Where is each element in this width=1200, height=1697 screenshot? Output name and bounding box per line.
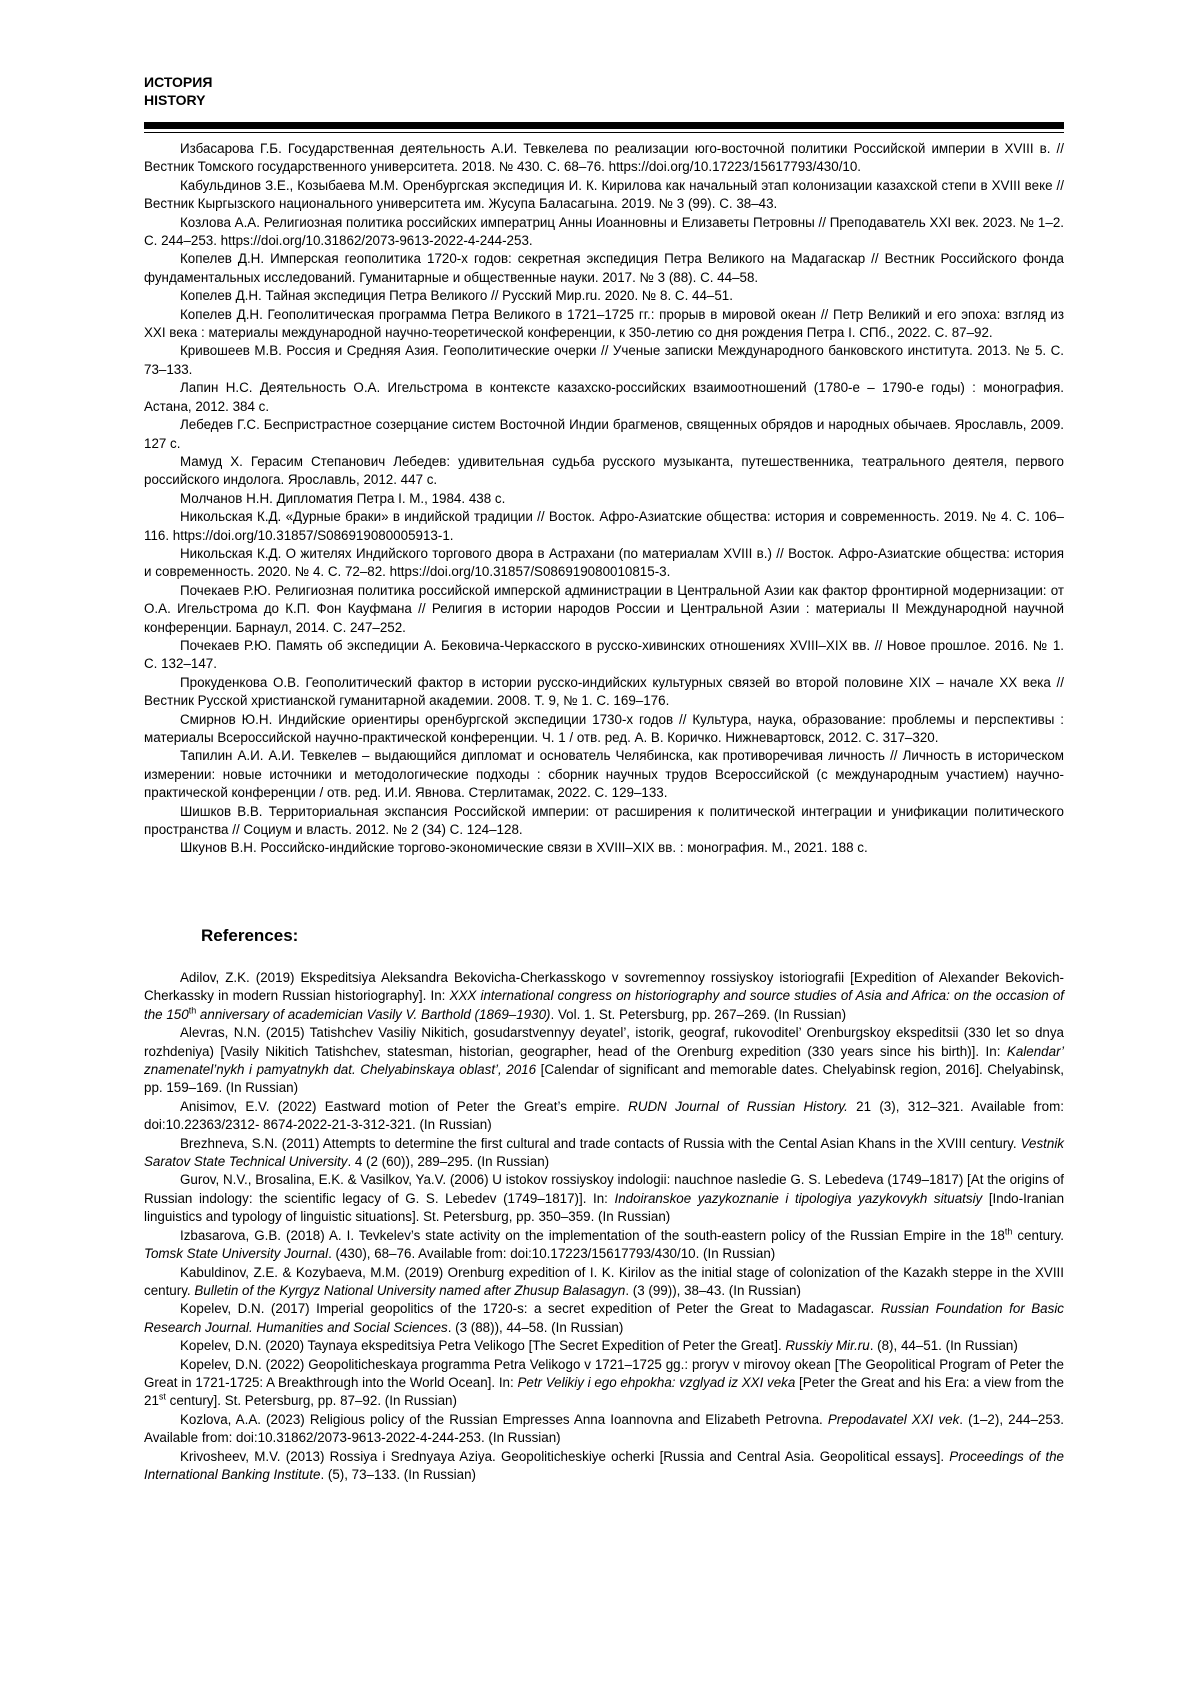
reference-source-title: Bulletin of the Kyrgyz National University named after Zhusup Balasagyn (194, 1282, 626, 1298)
reference-source-title: Russian Foundation for Basic Research Journal. Humanities and Social Sciences (144, 1301, 1064, 1335)
reference-text: Adilov, Z.K. (2019) Ekspeditsiya Aleksandra Bekovicha-Cherkasskogo v sovremennoy rossiyskoy istoriografii [Expedition of Alexander Bekovich-Cherkassky in modern Russian historiography]. In: (144, 970, 1064, 1004)
reference-text: [Indo-Iranian linguistics and typology of linguistic situations]. St. Petersburg, pp. 350–359. (In Russian) (144, 1190, 1065, 1225)
reference-source-title: Vestnik Saratov State Technical University (144, 1135, 1064, 1170)
reference-text: [Peter the Great and his Era: a view from the 21 (144, 1374, 1064, 1409)
reference-text: Kopelev, D.N. (2022) Geopoliticheskaya programma Petra Velikogo v 1721–1725 gg.: proryv v mirovoy okean [The Geopolitical Program of Peter the Great in 1721-1725: A Breakthrough into the World Ocean]. In: (144, 1356, 1064, 1390)
ordinal-suffix: th (1004, 1226, 1013, 1237)
references-heading: References: (201, 926, 299, 945)
reference-text: Brezhneva, S.N. (2011) Attempts to determine the first cultural and trade contacts of Russia with the Cental Asian Khans in the XVIII century. (180, 1135, 1021, 1151)
reference-entry-en (144, 1356, 1064, 1411)
reference-text: . (430), 68–76. Available from: doi:10.17223/15617793/430/10. (In Russian) (328, 1246, 776, 1262)
reference-source-title: Tomsk State University Journal (144, 1246, 329, 1262)
reference-text: Kopelev, D.N. (2020) Taynaya ekspeditsiya Petra Velikogo [The Secret Expedition of Peter the Great]. (180, 1338, 786, 1354)
reference-list-ru (144, 140, 1064, 858)
reference-source-title: XXX international congress on historiography and source studies of Asia and Africa: on the occasion of the 150 (144, 988, 1064, 1022)
reference-entry-ru: Шкунов В.Н. Российско-индийские торгово-экономические связи в XVIII–XIX вв. : монография. М., 2021. 188 с. (180, 840, 868, 856)
reference-text: . Vol. 1. St. Petersburg, pp. 267–269. (In Russian) (550, 1006, 847, 1022)
reference-text: . (3 (99)), 38–43. (In Russian) (625, 1282, 801, 1298)
reference-text: . (5), 73–133. (In Russian) (320, 1466, 476, 1482)
header-rule-thin (144, 132, 1064, 133)
reference-list-en (144, 969, 1064, 1484)
reference-entry-en (144, 1227, 1064, 1264)
reference-text: Krivosheev, M.V. (2013) Rossiya i Srednyaya Aziya. Geopoliticheskiye ocherki [Russia and Central Asia. Geopolitical essays]. (180, 1448, 950, 1464)
reference-entry-en (144, 1264, 1064, 1301)
reference-entry-en (144, 969, 1064, 1024)
reference-entry-ru: Шишков В.В. Территориальная экспансия Российской империи: от расширения к политической интеграции и унификации политического пространства // Социум и власть. 2012. № 2 (34) С. 124–128. (144, 803, 1064, 838)
reference-text: century]. St. Petersburg, pp. 87–92. (In Russian) (165, 1393, 457, 1409)
reference-text: . 4 (2 (60)), 289–295. (In Russian) (347, 1154, 550, 1170)
reference-entry-en (144, 1411, 1064, 1448)
reference-source-title: RUDN Journal of Russian History. (628, 1098, 848, 1114)
reference-text: Anisimov, E.V. (2022) Eastward motion of Peter the Great’s empire. (180, 1098, 629, 1114)
reference-entry-en (144, 1300, 1064, 1337)
reference-source-title: Petr Velikiy i ego ehpokha: vzglyad iz XXI veka (517, 1374, 796, 1390)
reference-entry-ru: Тапилин А.И. А.И. Тевкелев – выдающийся дипломат и основатель Челябинска, как противоречивая личность // Личность в историческом измерении: новые источники и методологические подходы : сборник научных трудов Всероссийской (с международным участием) научно-практической конференции / отв. ред. И.И. Явнова. Стерлитамак, 2022. С. 129–133. (144, 748, 1064, 801)
reference-entry-ru: Никольская К.Д. О жителях Индийского торгового двора в Астрахани (по материалам XVIII в.) // Восток. Афро-Азиатские общества: история и современность. 2020. № 4. С. 72–82. https://doi.org/10.31857/S086919080010815-3. (144, 545, 1064, 580)
reference-entry-ru: Кривошеев М.В. Россия и Средняя Азия. Геополитические очерки // Ученые записки Международного банковского института. 2013. № 5. С. 73–133. (144, 343, 1064, 377)
reference-text: Kopelev, D.N. (2017) Imperial geopolitics of the 1720-s: a secret expedition of Peter the Great to Madagascar. (180, 1301, 881, 1317)
reference-text: . (3 (88)), 44–58. (In Russian) (447, 1319, 624, 1335)
reference-entry-ru: Копелев Д.Н. Геополитическая программа Петра Великого в 1721–1725 гг.: прорыв в мировой океан // Петр Великий и его эпоха: взгляд из XXI века : материалы международной научно-теоретической конференции, к 350-летию со дня рождения Петра I. СПб., 2022. С. 87–92. (144, 306, 1064, 341)
reference-source-title: Prepodavatel XXI vek (827, 1411, 960, 1427)
reference-entry-ru: Прокуденкова О.В. Геополитический фактор в истории русско-индийских культурных связей во второй половине XIX – начале XX века // Вестник Русской христианской гуманитарной академии. 2008. Т. 9, № 1. С. 169–176. (144, 674, 1064, 709)
reference-entry-ru: Копелев Д.Н. Имперская геополитика 1720-х годов: секретная экспедиция Петра Великого на Мадагаскар // Вестник Российского фонда фундаментальных исследований. Гуманитарные и общественные науки. 2017. № 3 (88). С. 44–58. (144, 251, 1064, 285)
reference-entry-ru: Смирнов Ю.Н. Индийские ориентиры оренбургской экспедиции 1730-х годов // Культура, наука, образование: проблемы и перспективы : материалы Всероссийской научно-практической конференции. Ч. 1 / отв. ред. А. В. Коричко. Нижневартовск, 2012. С. 317–320. (144, 711, 1064, 745)
reference-text: century. (1012, 1227, 1065, 1243)
reference-entry-ru: Козлова А.А. Религиозная политика российских императриц Анны Иоанновны и Елизаветы Петровны // Преподаватель XXI век. 2023. № 1–2. С. 244–253. https://doi.org/10.31862/2073-9613-2022-4-244-253. (144, 214, 1064, 249)
section-title-ru: ИСТОРИЯ (144, 74, 213, 90)
reference-text: Kabuldinov, Z.E. & Kozybaeva, M.M. (2019) Orenburg expedition of I. K. Kirilov as the initial stage of colonization of the Kazakh steppe in the XVIII century. (144, 1264, 1064, 1298)
reference-entry-ru: Избасарова Г.Б. Государственная деятельность А.И. Тевкелева по реализации юго-восточной политики Российской империи в XVIII в. // Вестник Томского государственного университета. 2018. № 430. С. 68–76. https://doi.org/10.17223/15617793/430/10. (144, 141, 1064, 175)
reference-entry-en (144, 1098, 1064, 1135)
reference-text: . (1–2), 244–253. Available from: doi:10.31862/2073-9613-2022-4-244-253. (In Russian) (144, 1411, 1064, 1446)
reference-entry-ru: Никольская К.Д. «Дурные браки» в индийской традиции // Восток. Афро-Азиатские общества: история и современность. 2019. № 4. С. 106–116. https://doi.org/10.31857/S086919080005913-1. (144, 509, 1064, 543)
reference-source-title: Proceedings of the International Banking Institute (144, 1448, 1064, 1482)
reference-entry-ru: Почекаев Р.Ю. Религиозная политика российской имперской администрации в Центральной Азии как фактор фронтирной модернизации: от О.А. Игельстрома до К.П. Фон Кауфмана // Религия в истории народов России и Центральной Азии : материалы II Международной научной конференции. Барнаул, 2014. С. 247–252. (144, 582, 1064, 635)
reference-entry-ru: Почекаев Р.Ю. Память об экспедиции А. Бековича-Черкасского в русско-хивинских отношениях XVIII–XIX вв. // Новое прошлое. 2016. № 1. С. 132–147. (144, 637, 1064, 672)
reference-source-title: Indoiranskoe yazykoznanie i tipologiya yazykovykh situatsiy (614, 1190, 983, 1206)
reference-entry-ru: Кабульдинов З.Е., Козыбаева М.М. Оренбургская экспедиция И. К. Кирилова как начальный этап колонизации казахской степи в XVIII веке // Вестник Кыргызского национального университета им. Жусупа Баласагына. 2019. № 3 (99). С. 38–43. (144, 177, 1064, 212)
reference-entry-ru: Мамуд Х. Герасим Степанович Лебедев: удивительная судьба русского музыканта, путешественника, театрального деятеля, первого российского индолога. Ярославль, 2012. 447 с. (144, 453, 1064, 488)
reference-entry-en (144, 1135, 1064, 1172)
ordinal-suffix: th (188, 1005, 197, 1016)
reference-text: Gurov, N.V., Brosalina, E.K. & Vasilkov, Ya.V. (2006) U istokov rossiyskoy indologii: nauchnoe nasledie G. S. Lebedeva (1749–1817) [At the origins of Russian indology: the scientific legacy of G. S. Lebedev (1749–1817)]. In: (144, 1172, 1064, 1206)
reference-text: 21 (3), 312–321. Available from: doi:10.22363/2312- 8674-2022-21-3-312-321. (In Russian) (144, 1098, 1064, 1133)
reference-entry-en (144, 1448, 1064, 1485)
reference-text: [Calendar of significant and memorable dates. Chelyabinsk region, 2016]. Chelyabinsk, pp. 159–169. (In Russian) (144, 1062, 1064, 1096)
reference-text: Izbasarova, G.B. (2018) A. I. Tevkelev’s state activity on the implementation of the south-eastern policy of the Russian Empire in the 18 (180, 1227, 1005, 1243)
reference-text: . (8), 44–51. (In Russian) (869, 1338, 1018, 1354)
reference-source-title: anniversary of academician Vasily V. Barthold (1869–1930) (196, 1006, 551, 1022)
reference-entry-ru: Лапин Н.С. Деятельность О.А. Игельстрома в контексте казахско-российских взаимоотношений (1780-е – 1790-е годы) : монография. Астана, 2012. 384 с. (144, 380, 1064, 414)
reference-entry-en (144, 1337, 1064, 1355)
reference-text: Alevras, N.N. (2015) Tatishchev Vasiliy Nikitich, gosudarstvennyy deyatel’, istorik, geograf, rukovoditel’ Orenburgskoy ekspeditsii (330 let so dnya rozhdeniya) [Vasily Nikitich Tatishchev, statesman, historian, geographer, head of the Orenburg expedition (330 years since his birth)]. In: (144, 1025, 1064, 1059)
reference-entry-en (144, 1024, 1064, 1098)
header-rule-thick (144, 122, 1064, 129)
reference-entry-ru: Копелев Д.Н. Тайная экспедиция Петра Великого // Русский Мир.ru. 2020. № 8. С. 44–51. (180, 288, 733, 304)
reference-entry-ru: Молчанов Н.Н. Дипломатия Петра I. М., 1984. 438 с. (180, 490, 506, 506)
reference-source-title: Russkiy Mir.ru (785, 1338, 870, 1354)
reference-text: Kozlova, A.A. (2023) Religious policy of the Russian Empresses Anna Ioannovna and Elizabeth Petrovna. (180, 1411, 828, 1427)
reference-entry-en (144, 1171, 1064, 1226)
running-header (144, 73, 212, 109)
reference-source-title: Kalendar’ znamenatel’nykh i pamyatnykh dat. Chelyabinskaya oblast’, 2016 (144, 1043, 1064, 1078)
section-title-en: HISTORY (144, 92, 206, 108)
reference-entry-ru: Лебедев Г.С. Беспристрастное созерцание систем Восточной Индии брагменов, священных обрядов и народных обычаев. Ярославль, 2009. 127 с. (144, 417, 1064, 451)
ordinal-suffix: st (158, 1391, 166, 1402)
